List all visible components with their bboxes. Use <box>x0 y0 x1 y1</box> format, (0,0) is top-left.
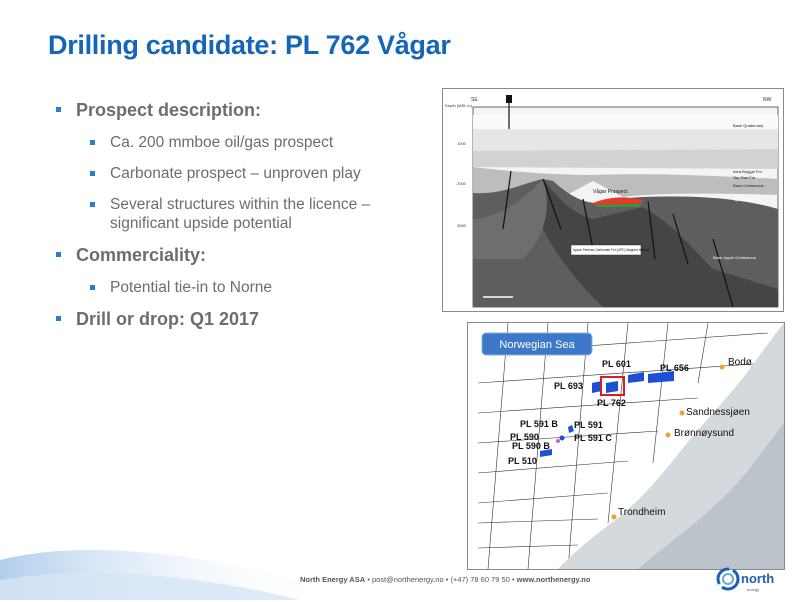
sub-bullet <box>90 278 426 297</box>
horizon-label: Base Quaternary <box>733 123 764 128</box>
depth-tick: 3000 <box>457 223 466 228</box>
footer-phone: (+47) 78 60 79 50 <box>450 575 510 584</box>
licence-map <box>467 322 785 570</box>
licence-label: PL 601 <box>602 359 631 369</box>
bullet-drill-or-drop <box>56 309 426 330</box>
town-label: Trondheim <box>618 507 666 518</box>
town-marker <box>612 515 617 520</box>
sub-bullet <box>90 164 426 183</box>
licence-label: PL 590 B <box>512 441 550 451</box>
licence-label: PL 590 <box>510 432 539 442</box>
bullet-square-icon <box>56 316 61 321</box>
logo-subtext: energy <box>747 587 760 592</box>
licence-label: PL 591 <box>574 420 603 430</box>
town-marker <box>720 365 725 370</box>
licence-label: PL 591 C <box>574 433 612 443</box>
bullet-square-icon <box>90 285 95 290</box>
page-title: Drilling candidate: PL 762 Vågar <box>48 30 451 60</box>
footer-email: post@northenergy.no <box>371 575 444 584</box>
sub-bullet-text: Several structures within the licence – significant upside potential <box>110 196 371 232</box>
sub-bullet-text: Potential tie-in to Norne <box>110 279 272 296</box>
footer: North Energy ASA • post@northenergy.no • (+47) 78 60 79 50 • www.northenergy.no <box>300 575 591 584</box>
annotation-text: Upper Permian Carbonate Fm (UPC) Mapped reflector <box>573 248 651 252</box>
sub-bullet <box>90 133 426 152</box>
bullet-heading: Prospect description: <box>76 100 262 120</box>
licence-label: PL 693 <box>554 381 583 391</box>
company-logo <box>715 565 795 602</box>
bullet-list <box>56 100 426 342</box>
licence-label: PL 656 <box>660 363 689 373</box>
licence-label: PL 762 <box>597 398 626 408</box>
bullet-heading: Commerciality: <box>76 245 207 265</box>
footer-web: www.northenergy.no <box>516 575 591 584</box>
sub-bullet-text: Ca. 200 mmboe oil/gas prospect <box>110 134 334 151</box>
licence-label: PL 510 <box>508 456 537 466</box>
logo-text: north <box>741 571 775 586</box>
horizon-label: Base Cretaceous <box>733 183 764 188</box>
town-label: Bodø <box>728 357 752 368</box>
horizon-label: Top Lysing Fm <box>733 197 759 202</box>
horizon-label: Intra Brygge Fm <box>733 169 762 174</box>
bullet-prospect-description <box>56 100 426 121</box>
bullet-square-icon <box>56 252 61 257</box>
town-label: Sandnessjøen <box>686 407 750 418</box>
region-label: Norwegian Sea <box>499 339 575 351</box>
sub-bullet <box>90 195 426 233</box>
depth-label: Depth (MSL m) <box>445 103 472 108</box>
depth-tick: 2000 <box>457 181 466 186</box>
bullet-commerciality <box>56 245 426 266</box>
direction-nw: NW <box>763 97 772 103</box>
town-marker <box>680 411 685 416</box>
licence-label: PL 591 B <box>520 419 558 429</box>
prospect-label: Vågar Prospect <box>593 189 628 195</box>
bullet-square-icon <box>90 171 95 176</box>
horizon-label: Top Tare Fm <box>733 175 756 180</box>
sub-bullet-text: Carbonate prospect – unproven play <box>110 165 361 182</box>
decorative-swoosh <box>0 520 330 600</box>
bullet-square-icon <box>90 140 95 145</box>
direction-se: SE <box>471 97 478 103</box>
town-label: Brønnøysund <box>674 428 735 439</box>
town-marker <box>666 433 671 438</box>
depth-tick: 1000 <box>457 141 466 146</box>
bullet-square-icon <box>56 107 61 112</box>
horizon-label: Base Upper Cretaceous <box>713 255 756 260</box>
footer-company: North Energy ASA <box>300 575 366 584</box>
bullet-square-icon <box>90 202 95 207</box>
seismic-section <box>442 88 784 312</box>
bullet-heading: Drill or drop: Q1 2017 <box>76 309 260 329</box>
